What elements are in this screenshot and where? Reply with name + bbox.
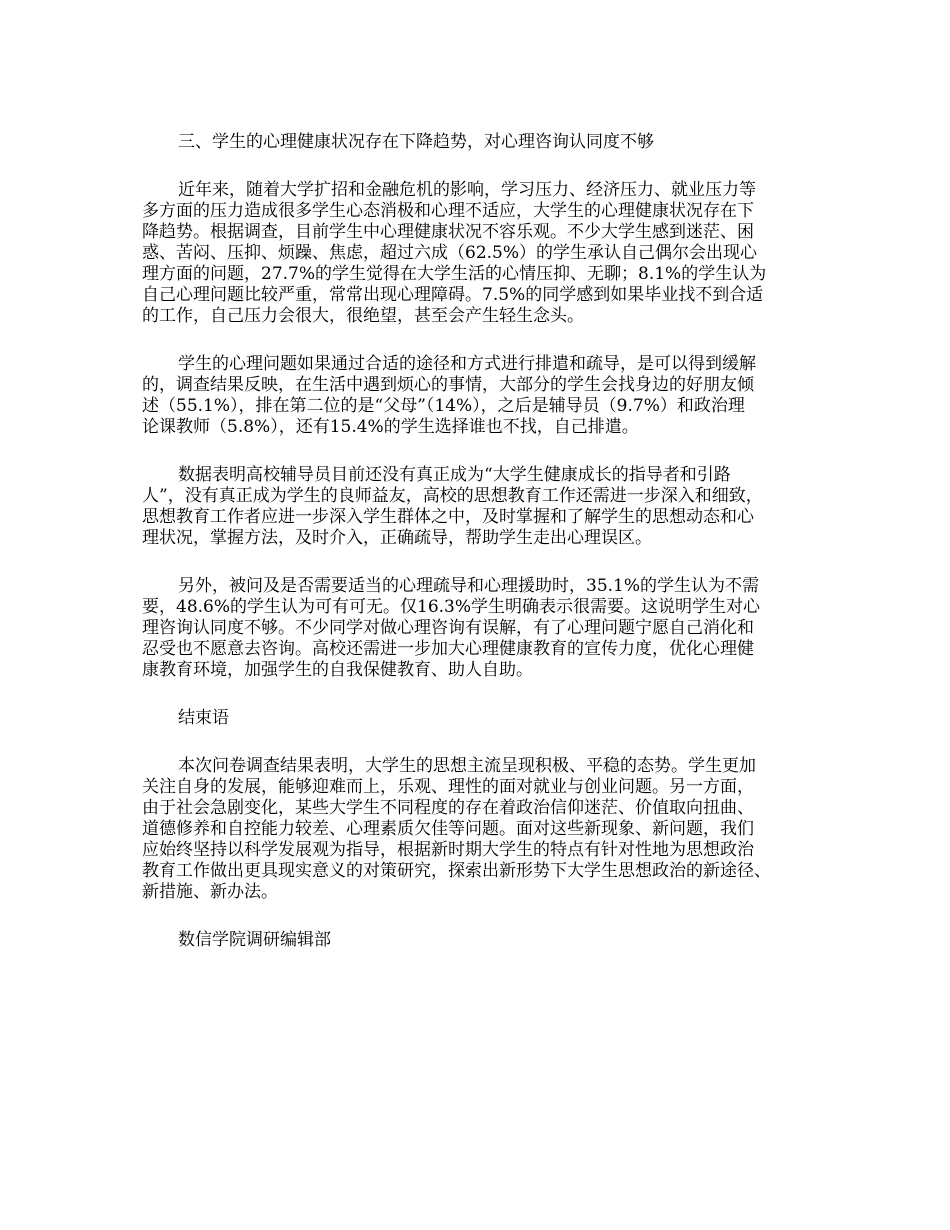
text-line: 关注自身的发展，能够迎难而上，乐观、理性的面对就业与创业问题。另一方面， bbox=[142, 777, 754, 797]
text-line: 惑、苦闷、压抑、烦躁、焦虑，超过六成（62.5%）的学生承认自己偶尔会出现心 bbox=[142, 243, 758, 263]
paragraph-advisors bbox=[142, 465, 832, 549]
text-line: 的，调查结果反映，在生活中遇到烦心的事情，大部分的学生会找身边的好朋友倾 bbox=[142, 375, 754, 395]
text-line: 述（55.1%），排在第二位的是“父母”（14%），之后是辅导员（9.7%）和政治理 bbox=[142, 396, 745, 416]
section-heading bbox=[142, 132, 832, 153]
paragraph-gap bbox=[142, 549, 832, 576]
text-line: 理咨询认同度不够。不少同学对做心理咨询有误解，有了心理问题宁愿自己消化和 bbox=[142, 618, 754, 638]
paragraph-gap bbox=[142, 681, 832, 708]
text-line: 由于社会急剧变化，某些大学生不同程度的存在着政治信仰迷茫、价值取向扭曲、 bbox=[142, 798, 754, 818]
paragraph-conclusion bbox=[142, 756, 832, 903]
text-line: 本次问卷调查结果表明，大学生的思想主流呈现积极、平稳的态势。学生更加 bbox=[178, 756, 756, 776]
text-line: 新措施、新办法。 bbox=[142, 882, 278, 902]
paragraph-gap bbox=[142, 438, 832, 465]
text-line: 理状况，掌握方法，及时介入，正确疏导，帮助学生走出心理误区。 bbox=[142, 528, 652, 548]
text-line: 要，48.6%的学生认为可有可无。仅16.3%学生明确表示很需要。这说明学生对心 bbox=[142, 597, 761, 617]
paragraph-gap bbox=[142, 729, 832, 756]
text-line: 人”，没有真正成为学生的良师益友，高校的思想教育工作还需进一步深入和细致， bbox=[142, 486, 763, 506]
text-line: 另外，被问及是否需要适当的心理疏导和心理援助时，35.1%的学生认为不需 bbox=[178, 576, 760, 596]
text-line: 忍受也不愿意去咨询。高校还需进一步加大心理健康教育的宣传力度，优化心理健 bbox=[142, 639, 754, 659]
paragraph-counseling-need bbox=[142, 576, 832, 681]
author-signature: 数信学院调研编辑部 bbox=[178, 930, 331, 950]
text-line: 学生的心理问题如果通过合适的途径和方式进行排遣和疏导，是可以得到缓解 bbox=[178, 354, 756, 374]
paragraph-gap bbox=[142, 327, 832, 354]
document-page bbox=[142, 132, 832, 951]
paragraph-gap bbox=[142, 153, 832, 180]
text-line: 思想教育工作者应进一步深入学生群体之中，及时掌握和了解学生的思想动态和心 bbox=[142, 507, 754, 527]
text-line: 康教育环境，加强学生的自我保健教育、助人自助。 bbox=[142, 660, 533, 680]
paragraph-pressure bbox=[142, 180, 832, 327]
text-line: 教育工作做出更具现实意义的对策研究，探索出新形势下大学生思想政治的新途径、 bbox=[142, 861, 771, 881]
text-line: 理方面的问题，27.7%的学生觉得在大学生活的心情压抑、无聊；8.1%的学生认为 bbox=[142, 264, 767, 284]
heading-line: 三、学生的心理健康状况存在下降趋势，对心理咨询认同度不够 bbox=[178, 132, 654, 152]
text-line: 的工作，自己压力会很大，很绝望，甚至会产生轻生念头。 bbox=[142, 306, 584, 326]
paragraph-gap bbox=[142, 903, 832, 930]
text-line: 应始终坚持以科学发展观为指导，根据新时期大学生的特点有针对性地为思想政治 bbox=[142, 840, 754, 860]
conclusion-heading bbox=[142, 708, 832, 729]
text-line: 论课教师（5.8%），还有15.4%的学生选择谁也不找，自己排遣。 bbox=[142, 417, 639, 437]
text-line: 数据表明高校辅导员目前还没有真正成为“大学生健康成长的指导者和引路 bbox=[178, 465, 731, 485]
signature-block bbox=[142, 930, 832, 951]
text-line: 多方面的压力造成很多学生心态消极和心理不适应，大学生的心理健康状况存在下 bbox=[142, 201, 754, 221]
text-line: 结束语 bbox=[178, 708, 229, 728]
text-line: 降趋势。根据调查，目前学生中心理健康状况不容乐观。不少大学生感到迷茫、困 bbox=[142, 222, 754, 242]
text-line: 道德修养和自控能力较差、心理素质欠佳等问题。面对这些新现象、新问题，我们 bbox=[142, 819, 754, 839]
text-line: 近年来，随着大学扩招和金融危机的影响，学习压力、经济压力、就业压力等 bbox=[178, 180, 756, 200]
text-line: 自己心理问题比较严重，常常出现心理障碍。7.5%的同学感到如果毕业找不到合适 bbox=[142, 285, 764, 305]
paragraph-counseling-sources bbox=[142, 354, 832, 438]
